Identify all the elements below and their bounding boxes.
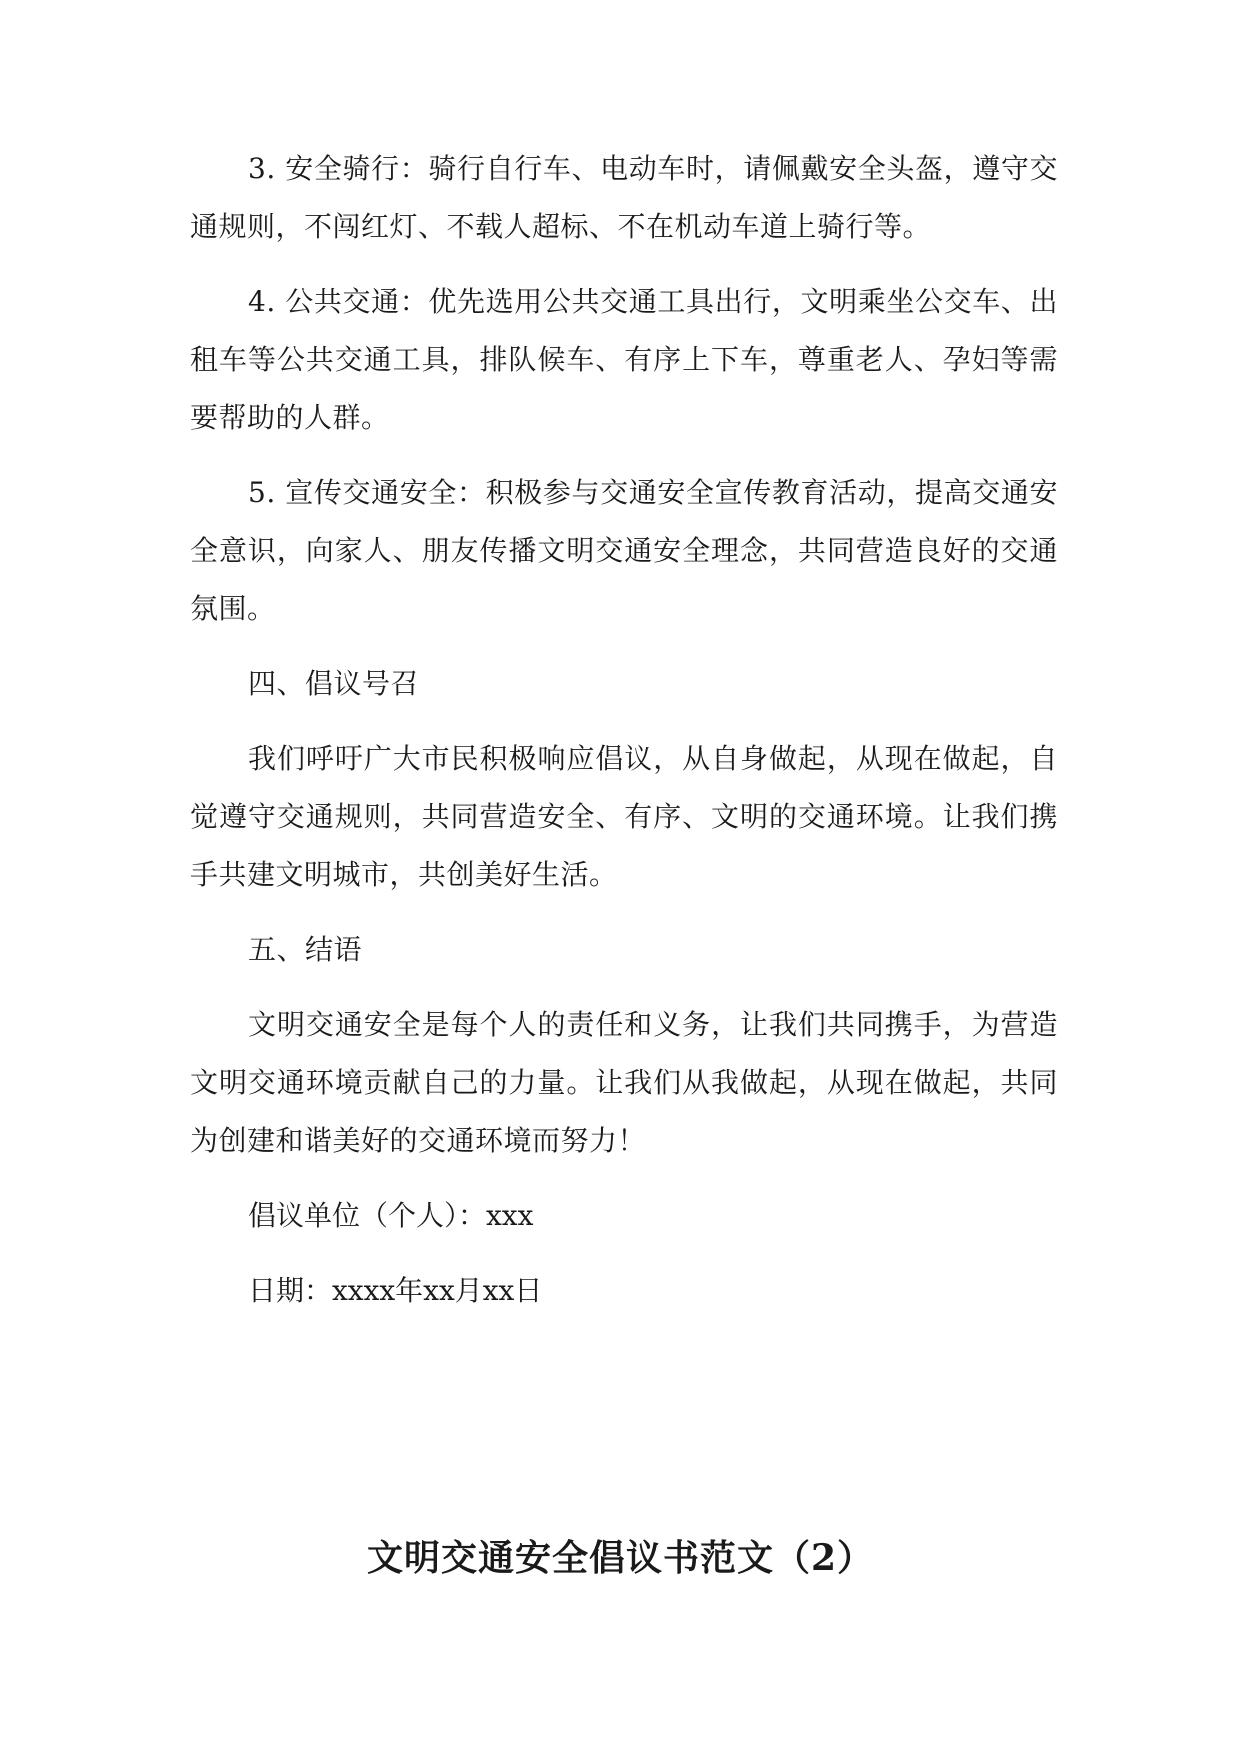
- heading-call-to-action: 四、倡议号召: [248, 667, 420, 700]
- paragraph-conclusion: 文明交通安全是每个人的责任和义务，让我们共同携手，为营造文明交通环境贡献自己的力量。让我们从我做起，从现在做起，共同为创建和谐美好的交通环境而努力！: [190, 1008, 1058, 1157]
- paragraph-public-transport: 4. 公共交通：优先选用公共交通工具出行，文明乘坐公交车、出租车等公共交通工具，排队候车、有序上下车，尊重老人、孕妇等需要帮助的人群。: [190, 285, 1058, 434]
- next-document-title: 文明交通安全倡议书范文（2）: [366, 1537, 875, 1579]
- heading-conclusion: 五、结语: [248, 933, 363, 966]
- date-line: 日期：xxxx年xx月xx日: [248, 1274, 543, 1307]
- paragraph-promote-safety: 5. 宣传交通安全：积极参与交通安全宣传教育活动，提高交通安全意识，向家人、朋友传播文明交通安全理念，共同营造良好的交通氛围。: [190, 476, 1058, 625]
- paragraph-call-to-action: 我们呼吁广大市民积极响应倡议，从自身做起，从现在做起，自觉遵守交通规则，共同营造安全、有序、文明的交通环境。让我们携手共建文明城市，共创美好生活。: [190, 742, 1058, 891]
- signer-line: 倡议单位（个人）：xxx: [248, 1199, 534, 1232]
- paragraph-safe-cycling: 3. 安全骑行：骑行自行车、电动车时，请佩戴安全头盔，遵守交通规则，不闯红灯、不载人超标、不在机动车道上骑行等。: [190, 152, 1058, 243]
- document-body: [190, 140, 1058, 1337]
